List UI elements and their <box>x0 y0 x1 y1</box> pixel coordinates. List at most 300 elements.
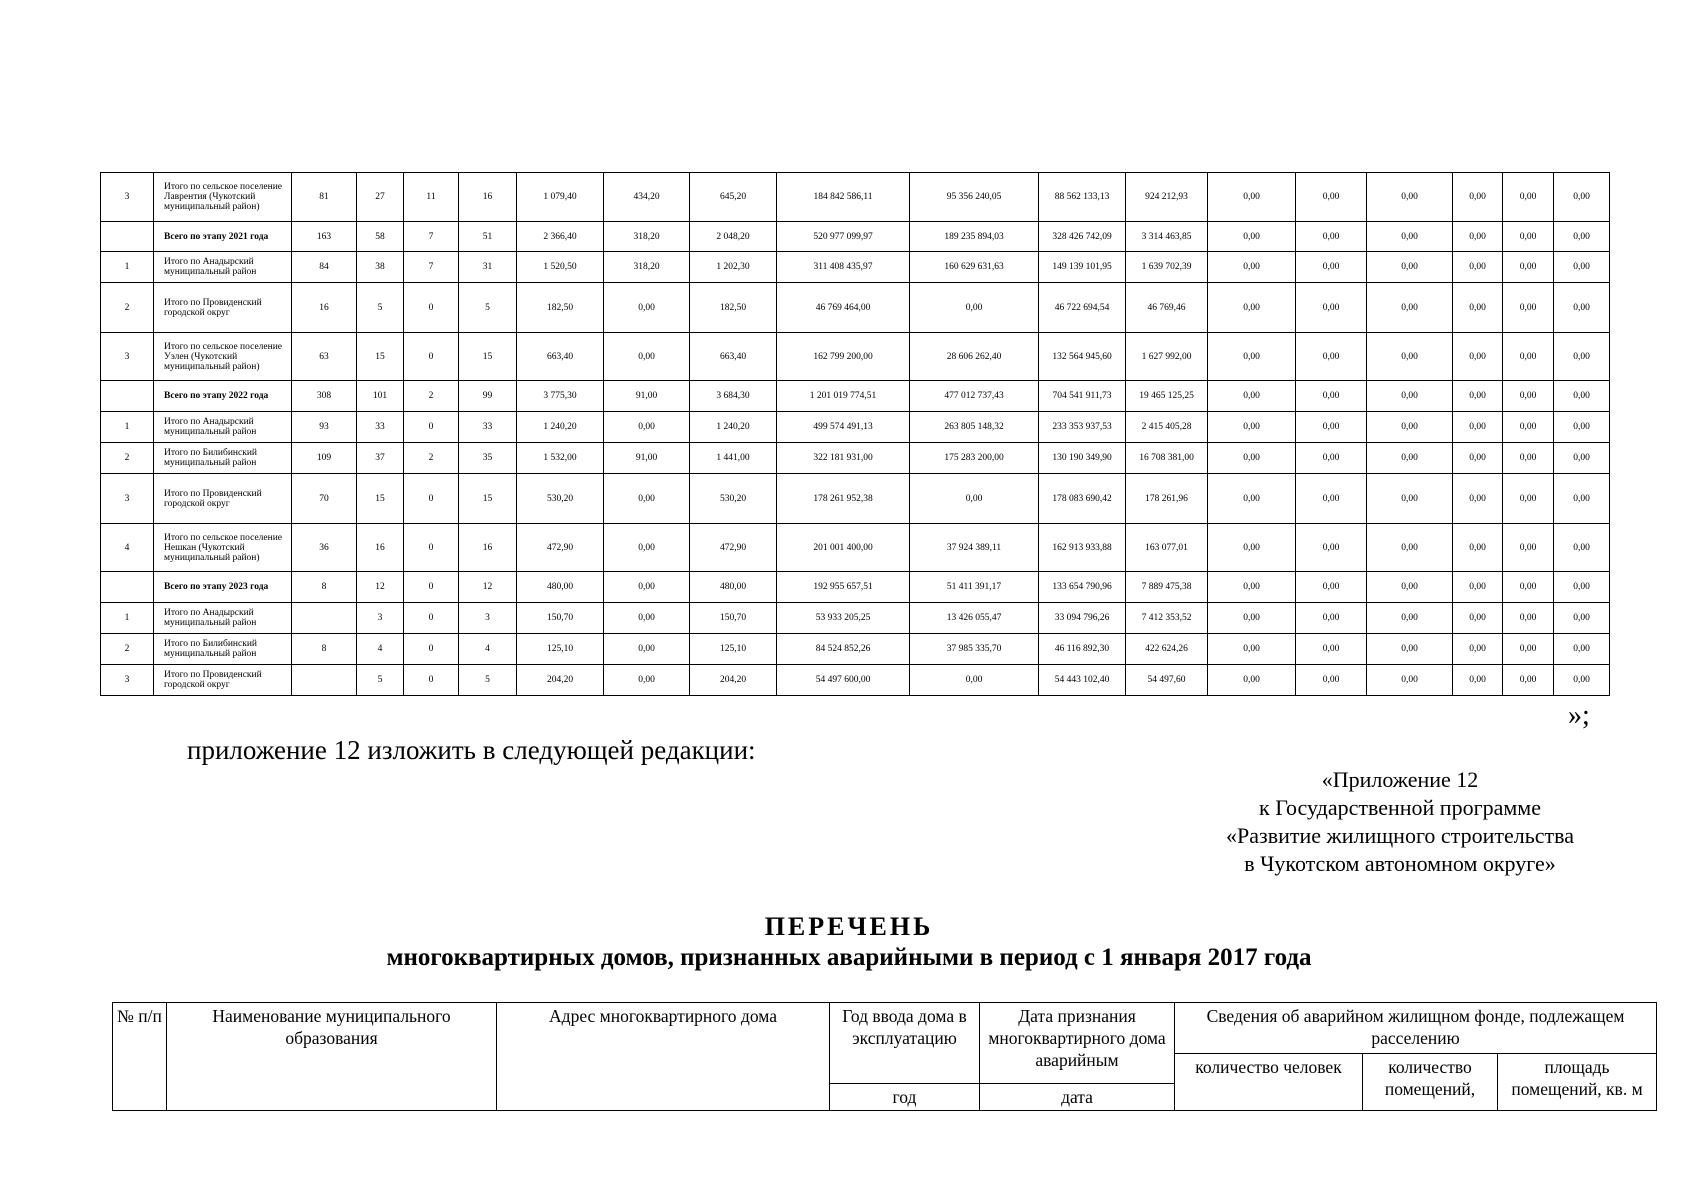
value-cell: 0,00 <box>1367 333 1453 381</box>
value-cell: 204,20 <box>690 665 777 696</box>
row-number-cell: 3 <box>101 665 154 696</box>
value-cell: 0,00 <box>1367 381 1453 412</box>
value-cell: 178 261 952,38 <box>777 474 910 524</box>
value-cell: 1 079,40 <box>517 173 604 222</box>
value-cell: 16 <box>459 173 517 222</box>
amendment-instruction: приложение 12 изложить в следующей редакции: <box>187 735 756 765</box>
value-cell: 125,10 <box>517 634 604 665</box>
value-cell: 0,00 <box>1554 333 1610 381</box>
header-cell-rooms-area: площадь помещений, кв. м <box>1498 1054 1657 1111</box>
value-cell: 0,00 <box>1208 474 1296 524</box>
row-name-cell: Всего по этапу 2022 года <box>154 381 292 412</box>
value-cell: 12 <box>459 572 517 603</box>
value-cell: 7 412 353,52 <box>1126 603 1208 634</box>
value-cell: 7 889 475,38 <box>1126 572 1208 603</box>
value-cell: 11 <box>404 173 459 222</box>
value-cell: 160 629 631,63 <box>910 252 1039 283</box>
value-cell: 0 <box>404 634 459 665</box>
value-cell: 201 001 400,00 <box>777 524 910 572</box>
value-cell: 663,40 <box>517 333 604 381</box>
value-cell: 0,00 <box>1453 222 1503 252</box>
value-cell: 178 261,96 <box>1126 474 1208 524</box>
value-cell <box>292 603 357 634</box>
value-cell: 0,00 <box>1554 381 1610 412</box>
value-cell: 0,00 <box>1453 173 1503 222</box>
value-cell: 35 <box>459 443 517 474</box>
header-cell-people-count: количество человек <box>1175 1054 1363 1111</box>
value-cell: 163 <box>292 222 357 252</box>
value-cell: 322 181 931,00 <box>777 443 910 474</box>
value-cell: 434,20 <box>604 173 690 222</box>
table-row <box>101 252 1610 283</box>
value-cell: 0,00 <box>604 333 690 381</box>
appendix-line-4: в Чукотском автономном округе» <box>1244 851 1556 876</box>
value-cell: 99 <box>459 381 517 412</box>
value-cell: 0,00 <box>910 665 1039 696</box>
value-cell: 0 <box>404 412 459 443</box>
value-cell: 175 283 200,00 <box>910 443 1039 474</box>
value-cell: 0,00 <box>1367 412 1453 443</box>
value-cell: 3 314 463,85 <box>1126 222 1208 252</box>
header-cell-year: год <box>830 1084 980 1111</box>
value-cell: 924 212,93 <box>1126 173 1208 222</box>
value-cell: 477 012 737,43 <box>910 381 1039 412</box>
value-cell: 0,00 <box>1296 333 1367 381</box>
value-cell: 0 <box>404 603 459 634</box>
value-cell: 0,00 <box>1453 634 1503 665</box>
value-cell: 7 <box>404 252 459 283</box>
value-cell: 37 <box>357 443 404 474</box>
value-cell: 0,00 <box>604 412 690 443</box>
value-cell: 15 <box>357 474 404 524</box>
value-cell: 8 <box>292 572 357 603</box>
value-cell: 163 077,01 <box>1126 524 1208 572</box>
value-cell: 93 <box>292 412 357 443</box>
value-cell: 33 094 796,26 <box>1039 603 1126 634</box>
value-cell: 150,70 <box>690 603 777 634</box>
value-cell: 4 <box>459 634 517 665</box>
value-cell: 81 <box>292 173 357 222</box>
value-cell: 0,00 <box>1208 283 1296 333</box>
value-cell: 182,50 <box>690 283 777 333</box>
value-cell: 0,00 <box>1503 443 1554 474</box>
row-number-cell: 3 <box>101 333 154 381</box>
value-cell: 0,00 <box>1503 333 1554 381</box>
appendix-line-1: «Приложение 12 <box>1321 767 1479 792</box>
value-cell: 46 116 892,30 <box>1039 634 1126 665</box>
row-name-cell: Итого по сельское поселение Нешкан (Чукотский муниципальный район) <box>154 524 292 572</box>
value-cell: 53 933 205,25 <box>777 603 910 634</box>
value-cell: 0,00 <box>1296 283 1367 333</box>
value-cell: 7 <box>404 222 459 252</box>
value-cell: 472,90 <box>690 524 777 572</box>
value-cell: 5 <box>459 283 517 333</box>
row-number-cell: 2 <box>101 283 154 333</box>
value-cell: 12 <box>357 572 404 603</box>
housing-list-table-header <box>112 1002 1657 1111</box>
value-cell: 16 <box>292 283 357 333</box>
value-cell: 15 <box>459 474 517 524</box>
value-cell: 130 190 349,90 <box>1039 443 1126 474</box>
value-cell: 0,00 <box>604 524 690 572</box>
value-cell: 1 201 019 774,51 <box>777 381 910 412</box>
value-cell: 0,00 <box>1503 572 1554 603</box>
value-cell: 0,00 <box>1503 524 1554 572</box>
value-cell: 0,00 <box>1453 665 1503 696</box>
value-cell: 0,00 <box>1367 222 1453 252</box>
value-cell: 15 <box>357 333 404 381</box>
value-cell: 192 955 657,51 <box>777 572 910 603</box>
value-cell: 0,00 <box>1503 603 1554 634</box>
row-name-cell: Итого по Анадырский муниципальный район <box>154 412 292 443</box>
table-row <box>101 443 1610 474</box>
value-cell: 0,00 <box>1296 252 1367 283</box>
value-cell: 663,40 <box>690 333 777 381</box>
value-cell: 13 426 055,47 <box>910 603 1039 634</box>
row-name-cell: Итого по Анадырский муниципальный район <box>154 252 292 283</box>
value-cell: 132 564 945,60 <box>1039 333 1126 381</box>
value-cell: 0,00 <box>1503 252 1554 283</box>
value-cell: 1 441,00 <box>690 443 777 474</box>
value-cell: 2 <box>404 381 459 412</box>
value-cell: 162 913 933,88 <box>1039 524 1126 572</box>
value-cell: 0,00 <box>1453 252 1503 283</box>
value-cell: 2 048,20 <box>690 222 777 252</box>
value-cell: 178 083 690,42 <box>1039 474 1126 524</box>
value-cell: 0,00 <box>1367 283 1453 333</box>
value-cell: 0,00 <box>1296 412 1367 443</box>
value-cell: 0,00 <box>1367 443 1453 474</box>
value-cell: 149 139 101,95 <box>1039 252 1126 283</box>
header-cell-municipality: Наименование муниципального образования <box>167 1003 497 1111</box>
row-number-cell: 1 <box>101 412 154 443</box>
row-number-cell: 3 <box>101 173 154 222</box>
header-cell-date-declared: Дата признания многоквартирного дома аварийным <box>980 1003 1175 1084</box>
value-cell: 5 <box>357 283 404 333</box>
value-cell: 0,00 <box>1503 283 1554 333</box>
row-number-cell: 1 <box>101 252 154 283</box>
value-cell: 125,10 <box>690 634 777 665</box>
value-cell: 0,00 <box>1208 333 1296 381</box>
value-cell: 0,00 <box>1296 474 1367 524</box>
value-cell: 109 <box>292 443 357 474</box>
value-cell: 0,00 <box>1208 381 1296 412</box>
value-cell: 0,00 <box>1296 443 1367 474</box>
row-name-cell: Итого по Билибинский муниципальный район <box>154 443 292 474</box>
value-cell: 184 842 586,11 <box>777 173 910 222</box>
value-cell: 5 <box>357 665 404 696</box>
row-number-cell <box>101 381 154 412</box>
value-cell: 233 353 937,53 <box>1039 412 1126 443</box>
table-row <box>101 283 1610 333</box>
value-cell: 0,00 <box>1503 474 1554 524</box>
value-cell: 54 443 102,40 <box>1039 665 1126 696</box>
value-cell: 1 240,20 <box>517 412 604 443</box>
value-cell <box>292 665 357 696</box>
table-row <box>101 665 1610 696</box>
value-cell: 530,20 <box>690 474 777 524</box>
value-cell: 4 <box>357 634 404 665</box>
document-subtitle: многоквартирных домов, признанных аварийными в период с 1 января 2017 года <box>386 944 1312 971</box>
value-cell: 0 <box>404 283 459 333</box>
value-cell: 37 924 389,11 <box>910 524 1039 572</box>
value-cell: 3 <box>459 603 517 634</box>
value-cell: 3 775,30 <box>517 381 604 412</box>
value-cell: 0,00 <box>1554 412 1610 443</box>
value-cell: 0,00 <box>910 474 1039 524</box>
value-cell: 0 <box>404 665 459 696</box>
header-cell-rooms-count: количество помещений, <box>1363 1054 1498 1111</box>
value-cell: 204,20 <box>517 665 604 696</box>
value-cell: 1 202,30 <box>690 252 777 283</box>
table-row <box>101 524 1610 572</box>
value-cell: 2 366,40 <box>517 222 604 252</box>
value-cell: 520 977 099,97 <box>777 222 910 252</box>
value-cell: 0,00 <box>604 634 690 665</box>
value-cell: 0,00 <box>1296 173 1367 222</box>
value-cell: 0,00 <box>1296 665 1367 696</box>
row-number-cell <box>101 572 154 603</box>
value-cell: 0,00 <box>1208 634 1296 665</box>
value-cell: 0,00 <box>1208 524 1296 572</box>
row-name-cell: Итого по Провиденский городской округ <box>154 665 292 696</box>
value-cell: 182,50 <box>517 283 604 333</box>
value-cell: 0,00 <box>910 283 1039 333</box>
row-name-cell: Итого по Провиденский городской округ <box>154 474 292 524</box>
summary-table-continuation <box>100 172 1610 696</box>
value-cell: 58 <box>357 222 404 252</box>
row-name-cell: Итого по Провиденский городской округ <box>154 283 292 333</box>
value-cell: 0,00 <box>1367 634 1453 665</box>
value-cell: 51 411 391,17 <box>910 572 1039 603</box>
value-cell: 0,00 <box>1208 173 1296 222</box>
value-cell: 0,00 <box>1208 412 1296 443</box>
value-cell: 19 465 125,25 <box>1126 381 1208 412</box>
value-cell: 51 <box>459 222 517 252</box>
value-cell: 0,00 <box>1453 603 1503 634</box>
value-cell: 0,00 <box>1208 603 1296 634</box>
value-cell: 0 <box>404 474 459 524</box>
header-cell-year-commissioned: Год ввода дома в эксплуатацию <box>830 1003 980 1084</box>
value-cell: 0,00 <box>1453 474 1503 524</box>
value-cell: 0,00 <box>1554 572 1610 603</box>
table-row <box>101 634 1610 665</box>
value-cell: 0,00 <box>1503 634 1554 665</box>
value-cell: 84 <box>292 252 357 283</box>
header-cell-date: дата <box>980 1084 1175 1111</box>
row-name-cell: Итого по Билибинский муниципальный район <box>154 634 292 665</box>
value-cell: 0,00 <box>1503 381 1554 412</box>
value-cell: 0,00 <box>1208 572 1296 603</box>
value-cell: 0,00 <box>1554 665 1610 696</box>
value-cell: 36 <box>292 524 357 572</box>
value-cell: 0,00 <box>1554 603 1610 634</box>
value-cell: 0,00 <box>1367 603 1453 634</box>
value-cell: 0,00 <box>604 283 690 333</box>
value-cell: 0,00 <box>1453 283 1503 333</box>
value-cell: 0,00 <box>1453 412 1503 443</box>
value-cell: 0,00 <box>604 665 690 696</box>
row-number-cell: 2 <box>101 443 154 474</box>
row-name-cell: Всего по этапу 2021 года <box>154 222 292 252</box>
table-row <box>101 412 1610 443</box>
value-cell: 0,00 <box>1554 443 1610 474</box>
value-cell: 54 497,60 <box>1126 665 1208 696</box>
closing-quote-mark: »; <box>1568 700 1590 731</box>
value-cell: 1 639 702,39 <box>1126 252 1208 283</box>
value-cell: 1 532,00 <box>517 443 604 474</box>
value-cell: 0,00 <box>1554 474 1610 524</box>
row-name-cell: Итого по Анадырский муниципальный район <box>154 603 292 634</box>
value-cell: 2 415 405,28 <box>1126 412 1208 443</box>
value-cell: 133 654 790,96 <box>1039 572 1126 603</box>
appendix-line-2: к Государственной программе <box>1259 795 1541 820</box>
stage-total-row <box>101 222 1610 252</box>
value-cell: 8 <box>292 634 357 665</box>
value-cell: 101 <box>357 381 404 412</box>
value-cell: 16 <box>459 524 517 572</box>
value-cell: 38 <box>357 252 404 283</box>
value-cell: 328 426 742,09 <box>1039 222 1126 252</box>
value-cell: 0,00 <box>1367 524 1453 572</box>
appendix-line-3: «Развитие жилищного строительства <box>1226 823 1574 848</box>
value-cell: 0 <box>404 333 459 381</box>
value-cell: 0,00 <box>1367 665 1453 696</box>
value-cell: 31 <box>459 252 517 283</box>
value-cell: 499 574 491,13 <box>777 412 910 443</box>
value-cell: 189 235 894,03 <box>910 222 1039 252</box>
value-cell: 0,00 <box>1367 572 1453 603</box>
value-cell: 0,00 <box>1453 572 1503 603</box>
value-cell: 318,20 <box>604 252 690 283</box>
value-cell: 0,00 <box>1367 252 1453 283</box>
value-cell: 480,00 <box>517 572 604 603</box>
value-cell: 3 684,30 <box>690 381 777 412</box>
value-cell: 263 805 148,32 <box>910 412 1039 443</box>
table-row <box>101 474 1610 524</box>
table-row <box>101 173 1610 222</box>
value-cell: 0,00 <box>1554 283 1610 333</box>
value-cell: 308 <box>292 381 357 412</box>
value-cell: 0,00 <box>1554 222 1610 252</box>
value-cell: 0,00 <box>1296 222 1367 252</box>
value-cell: 0,00 <box>1367 474 1453 524</box>
value-cell: 162 799 200,00 <box>777 333 910 381</box>
value-cell: 0,00 <box>604 572 690 603</box>
row-number-cell: 1 <box>101 603 154 634</box>
value-cell: 63 <box>292 333 357 381</box>
value-cell: 0 <box>404 524 459 572</box>
table-row <box>101 333 1610 381</box>
value-cell: 0,00 <box>604 603 690 634</box>
value-cell: 16 708 381,00 <box>1126 443 1208 474</box>
value-cell: 5 <box>459 665 517 696</box>
value-cell: 16 <box>357 524 404 572</box>
value-cell: 704 541 911,73 <box>1039 381 1126 412</box>
table-row <box>101 603 1610 634</box>
value-cell: 0,00 <box>1453 381 1503 412</box>
value-cell: 1 520,50 <box>517 252 604 283</box>
value-cell: 46 722 694,54 <box>1039 283 1126 333</box>
value-cell: 0,00 <box>1296 634 1367 665</box>
value-cell: 0,00 <box>1503 665 1554 696</box>
value-cell: 0,00 <box>1453 443 1503 474</box>
value-cell: 0,00 <box>1296 572 1367 603</box>
row-number-cell: 4 <box>101 524 154 572</box>
row-name-cell: Итого по сельское поселение Лаврентия (Чукотский муниципальный район) <box>154 173 292 222</box>
value-cell: 46 769 464,00 <box>777 283 910 333</box>
value-cell: 0,00 <box>1554 634 1610 665</box>
appendix-heading <box>1140 766 1660 878</box>
value-cell: 645,20 <box>690 173 777 222</box>
value-cell: 15 <box>459 333 517 381</box>
value-cell: 91,00 <box>604 443 690 474</box>
value-cell: 150,70 <box>517 603 604 634</box>
value-cell: 27 <box>357 173 404 222</box>
value-cell: 311 408 435,97 <box>777 252 910 283</box>
row-number-cell: 3 <box>101 474 154 524</box>
value-cell: 84 524 852,26 <box>777 634 910 665</box>
value-cell: 46 769,46 <box>1126 283 1208 333</box>
value-cell: 530,20 <box>517 474 604 524</box>
value-cell: 0,00 <box>1554 173 1610 222</box>
value-cell: 0 <box>404 572 459 603</box>
value-cell: 28 606 262,40 <box>910 333 1039 381</box>
value-cell: 0,00 <box>1208 665 1296 696</box>
value-cell: 0,00 <box>1503 173 1554 222</box>
value-cell: 0,00 <box>1453 524 1503 572</box>
document-title: ПЕРЕЧЕНЬ <box>764 912 934 941</box>
stage-total-row <box>101 572 1610 603</box>
value-cell: 0,00 <box>1503 222 1554 252</box>
value-cell: 0,00 <box>1503 412 1554 443</box>
value-cell: 480,00 <box>690 572 777 603</box>
value-cell: 0,00 <box>1296 524 1367 572</box>
value-cell: 95 356 240,05 <box>910 173 1039 222</box>
value-cell: 318,20 <box>604 222 690 252</box>
value-cell: 54 497 600,00 <box>777 665 910 696</box>
row-number-cell <box>101 222 154 252</box>
value-cell: 0,00 <box>1554 252 1610 283</box>
row-name-cell: Всего по этапу 2023 года <box>154 572 292 603</box>
value-cell: 70 <box>292 474 357 524</box>
value-cell: 33 <box>357 412 404 443</box>
value-cell: 88 562 133,13 <box>1039 173 1126 222</box>
value-cell: 3 <box>357 603 404 634</box>
value-cell: 1 627 992,00 <box>1126 333 1208 381</box>
row-name-cell: Итого по сельское поселение Уэлен (Чукотский муниципальный район) <box>154 333 292 381</box>
value-cell: 0,00 <box>604 474 690 524</box>
header-cell-number: № п/п <box>113 1003 167 1111</box>
value-cell: 91,00 <box>604 381 690 412</box>
header-cell-address: Адрес многоквартирного дома <box>497 1003 830 1111</box>
value-cell: 0,00 <box>1208 443 1296 474</box>
header-cell-emergency-info: Сведения об аварийном жилищном фонде, подлежащем расселению <box>1175 1003 1657 1054</box>
value-cell: 1 240,20 <box>690 412 777 443</box>
value-cell: 0,00 <box>1367 173 1453 222</box>
value-cell: 0,00 <box>1208 252 1296 283</box>
value-cell: 0,00 <box>1453 333 1503 381</box>
value-cell: 472,90 <box>517 524 604 572</box>
value-cell: 33 <box>459 412 517 443</box>
value-cell: 37 985 335,70 <box>910 634 1039 665</box>
value-cell: 0,00 <box>1296 381 1367 412</box>
value-cell: 0,00 <box>1554 524 1610 572</box>
value-cell: 0,00 <box>1296 603 1367 634</box>
value-cell: 422 624,26 <box>1126 634 1208 665</box>
value-cell: 0,00 <box>1208 222 1296 252</box>
value-cell: 2 <box>404 443 459 474</box>
